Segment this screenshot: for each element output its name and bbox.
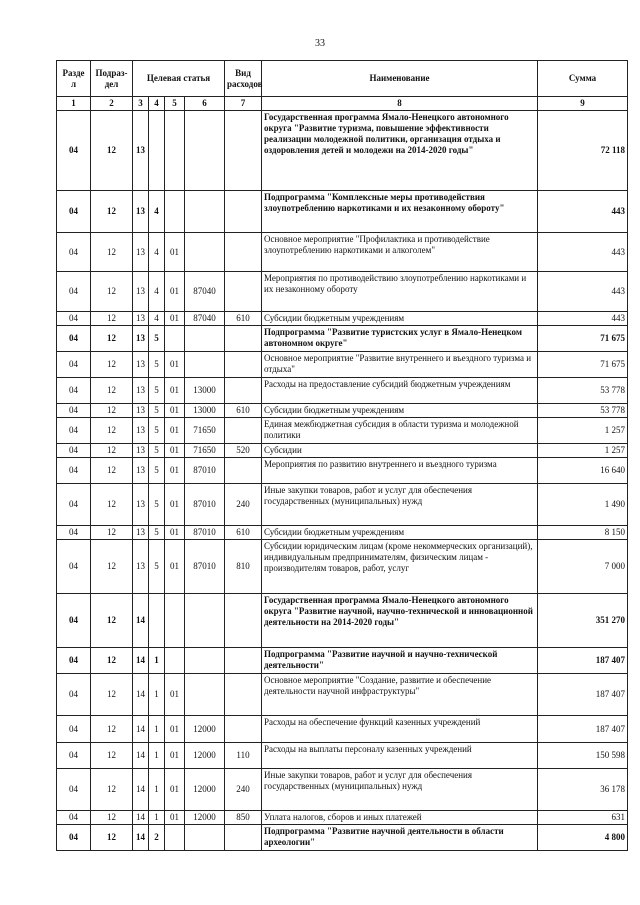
razdel-cell: 04 (57, 444, 91, 458)
event-cell: 01 (165, 418, 185, 444)
podrazdel-cell: 12 (91, 526, 133, 540)
column-number: 2 (91, 97, 133, 111)
expense-type-cell (225, 352, 262, 378)
name-cell: Мероприятия по развитию внутреннего и въездного туризма (262, 458, 538, 484)
program-cell: 14 (133, 716, 149, 743)
razdel-cell: 04 (57, 191, 91, 233)
podrazdel-cell: 12 (91, 594, 133, 648)
program-cell: 13 (133, 484, 149, 526)
razdel-cell: 04 (57, 404, 91, 418)
amount-cell: 8 150 (538, 526, 628, 540)
name-cell: Иные закупки товаров, работ и услуг для обеспечения государственных (муниципальных) нужд (262, 484, 538, 526)
subprogram-cell: 5 (149, 540, 165, 594)
header-celevaya-statya: Целевая статья (133, 61, 225, 97)
header-row (57, 61, 628, 97)
expense-type-cell (225, 716, 262, 743)
event-cell (165, 594, 185, 648)
event-cell: 01 (165, 444, 185, 458)
subprogram-cell: 5 (149, 484, 165, 526)
expense-type-cell: 810 (225, 540, 262, 594)
event-cell: 01 (165, 743, 185, 769)
expense-type-cell (225, 272, 262, 312)
name-cell: Основное мероприятие "Профилактика и противодействие злоупотреблению наркотиками и алкоголем" (262, 233, 538, 272)
program-cell: 14 (133, 743, 149, 769)
table-row (57, 418, 628, 444)
event-cell: 01 (165, 526, 185, 540)
column-number: 7 (225, 97, 262, 111)
subprogram-cell: 1 (149, 743, 165, 769)
subprogram-cell: 4 (149, 312, 165, 326)
amount-cell: 351 270 (538, 594, 628, 648)
direction-cell (185, 111, 225, 191)
name-cell: Подпрограмма "Комплексные меры противодействия злоупотреблению наркотиками и их незаконному обороту" (262, 191, 538, 233)
name-cell: Субсидии бюджетным учреждениям (262, 526, 538, 540)
program-cell: 13 (133, 444, 149, 458)
name-cell: Мероприятия по противодействию злоупотреблению наркотиками и их незаконному обороту (262, 272, 538, 312)
podrazdel-cell: 12 (91, 418, 133, 444)
amount-cell: 443 (538, 312, 628, 326)
razdel-cell: 04 (57, 769, 91, 811)
amount-cell: 1 257 (538, 418, 628, 444)
podrazdel-cell: 12 (91, 825, 133, 851)
direction-cell (185, 674, 225, 716)
event-cell (165, 825, 185, 851)
expense-type-cell: 850 (225, 811, 262, 825)
program-cell: 13 (133, 191, 149, 233)
table-row (57, 594, 628, 648)
name-cell: Государственная программа Ямало-Ненецкого автономного округа "Развитие туризма, повышение эффективности реализации молодежной политики, организация отдыха и оздоровления детей и молодежи на 2014-2020 годы" (262, 111, 538, 191)
direction-cell: 87010 (185, 458, 225, 484)
podrazdel-cell: 12 (91, 716, 133, 743)
name-cell: Расходы на обеспечение функций казенных учреждений (262, 716, 538, 743)
name-cell: Иные закупки товаров, работ и услуг для обеспечения государственных (муниципальных) нужд (262, 769, 538, 811)
event-cell: 01 (165, 540, 185, 594)
podrazdel-cell: 12 (91, 312, 133, 326)
razdel-cell: 04 (57, 743, 91, 769)
name-cell: Субсидии бюджетным учреждениям (262, 404, 538, 418)
razdel-cell: 04 (57, 716, 91, 743)
table-row (57, 352, 628, 378)
direction-cell: 12000 (185, 769, 225, 811)
expense-type-cell (225, 378, 262, 404)
column-number-row (57, 97, 628, 111)
subprogram-cell: 5 (149, 418, 165, 444)
table-row (57, 326, 628, 352)
amount-cell: 187 407 (538, 648, 628, 674)
direction-cell (185, 191, 225, 233)
program-cell: 13 (133, 526, 149, 540)
column-number: 4 (149, 97, 165, 111)
podrazdel-cell: 12 (91, 458, 133, 484)
expense-type-cell: 610 (225, 312, 262, 326)
expense-type-cell: 110 (225, 743, 262, 769)
table-row (57, 811, 628, 825)
razdel-cell: 04 (57, 526, 91, 540)
table-row (57, 674, 628, 716)
razdel-cell: 04 (57, 825, 91, 851)
podrazdel-cell: 12 (91, 233, 133, 272)
direction-cell: 87010 (185, 484, 225, 526)
amount-cell: 1 257 (538, 444, 628, 458)
razdel-cell: 04 (57, 272, 91, 312)
expense-type-cell: 240 (225, 769, 262, 811)
table-row (57, 378, 628, 404)
table-row (57, 404, 628, 418)
razdel-cell: 04 (57, 648, 91, 674)
subprogram-cell: 4 (149, 191, 165, 233)
amount-cell: 631 (538, 811, 628, 825)
program-cell: 14 (133, 769, 149, 811)
subprogram-cell: 5 (149, 458, 165, 484)
podrazdel-cell: 12 (91, 484, 133, 526)
podrazdel-cell: 12 (91, 540, 133, 594)
direction-cell: 87040 (185, 272, 225, 312)
name-cell: Государственная программа Ямало-Ненецкого автономного округа "Развитие научной, научно-технической и инновационной деятельности на 2014-2020 годы" (262, 594, 538, 648)
column-number: 1 (57, 97, 91, 111)
header-podrazdel: Подраз- дел (91, 61, 133, 97)
event-cell: 01 (165, 233, 185, 272)
table-row (57, 191, 628, 233)
program-cell: 14 (133, 594, 149, 648)
table-row (57, 769, 628, 811)
razdel-cell: 04 (57, 540, 91, 594)
subprogram-cell: 4 (149, 272, 165, 312)
razdel-cell: 04 (57, 674, 91, 716)
name-cell: Основное мероприятие "Создание, развитие и обеспечение деятельности научной инфраструктуры" (262, 674, 538, 716)
podrazdel-cell: 12 (91, 444, 133, 458)
subprogram-cell: 5 (149, 352, 165, 378)
razdel-cell: 04 (57, 378, 91, 404)
table-row (57, 272, 628, 312)
program-cell: 13 (133, 540, 149, 594)
event-cell (165, 648, 185, 674)
direction-cell (185, 648, 225, 674)
direction-cell: 87010 (185, 526, 225, 540)
subprogram-cell (149, 111, 165, 191)
direction-cell: 12000 (185, 716, 225, 743)
expense-type-cell: 610 (225, 526, 262, 540)
subprogram-cell: 5 (149, 378, 165, 404)
table-row (57, 312, 628, 326)
podrazdel-cell: 12 (91, 326, 133, 352)
event-cell: 01 (165, 716, 185, 743)
podrazdel-cell: 12 (91, 648, 133, 674)
expense-type-cell (225, 111, 262, 191)
podrazdel-cell: 12 (91, 404, 133, 418)
amount-cell: 443 (538, 191, 628, 233)
podrazdel-cell: 12 (91, 111, 133, 191)
direction-cell (185, 352, 225, 378)
direction-cell: 87040 (185, 312, 225, 326)
subprogram-cell: 1 (149, 716, 165, 743)
amount-cell: 71 675 (538, 326, 628, 352)
direction-cell: 12000 (185, 811, 225, 825)
amount-cell: 1 490 (538, 484, 628, 526)
name-cell: Подпрограмма "Развитие туристских услуг в Ямало-Ненецком автономном округе" (262, 326, 538, 352)
razdel-cell: 04 (57, 312, 91, 326)
program-cell: 13 (133, 272, 149, 312)
direction-cell: 87010 (185, 540, 225, 594)
budget-table (56, 60, 628, 851)
column-number: 9 (538, 97, 628, 111)
program-cell: 13 (133, 312, 149, 326)
header-razdel: Разде л (57, 61, 91, 97)
amount-cell: 7 000 (538, 540, 628, 594)
column-number: 8 (262, 97, 538, 111)
name-cell: Основное мероприятие "Развитие внутреннего и въездного туризма и отдыха" (262, 352, 538, 378)
podrazdel-cell: 12 (91, 811, 133, 825)
amount-cell: 4 800 (538, 825, 628, 851)
razdel-cell: 04 (57, 326, 91, 352)
expense-type-cell (225, 648, 262, 674)
table-body (57, 111, 628, 851)
amount-cell: 36 178 (538, 769, 628, 811)
program-cell: 13 (133, 378, 149, 404)
expense-type-cell (225, 594, 262, 648)
event-cell: 01 (165, 769, 185, 811)
event-cell: 01 (165, 484, 185, 526)
event-cell: 01 (165, 378, 185, 404)
direction-cell (185, 825, 225, 851)
name-cell: Расходы на выплаты персоналу казенных учреждений (262, 743, 538, 769)
table-row (57, 233, 628, 272)
event-cell: 01 (165, 272, 185, 312)
expense-type-cell: 240 (225, 484, 262, 526)
expense-type-cell (225, 674, 262, 716)
expense-type-cell: 520 (225, 444, 262, 458)
subprogram-cell: 1 (149, 648, 165, 674)
direction-cell: 71650 (185, 418, 225, 444)
amount-cell: 187 407 (538, 674, 628, 716)
podrazdel-cell: 12 (91, 272, 133, 312)
razdel-cell: 04 (57, 594, 91, 648)
subprogram-cell: 5 (149, 444, 165, 458)
column-number: 6 (185, 97, 225, 111)
event-cell: 01 (165, 352, 185, 378)
expense-type-cell (225, 458, 262, 484)
direction-cell: 12000 (185, 743, 225, 769)
expense-type-cell (225, 191, 262, 233)
podrazdel-cell: 12 (91, 191, 133, 233)
podrazdel-cell: 12 (91, 674, 133, 716)
direction-cell (185, 233, 225, 272)
amount-cell: 443 (538, 272, 628, 312)
razdel-cell: 04 (57, 111, 91, 191)
expense-type-cell (225, 326, 262, 352)
table-row (57, 825, 628, 851)
razdel-cell: 04 (57, 352, 91, 378)
header-naimenovanie: Наименование (262, 61, 538, 97)
program-cell: 14 (133, 811, 149, 825)
expense-type-cell: 610 (225, 404, 262, 418)
name-cell: Расходы на предоставление субсидий бюджетным учреждениям (262, 378, 538, 404)
program-cell: 14 (133, 825, 149, 851)
podrazdel-cell: 12 (91, 378, 133, 404)
expense-type-cell (225, 825, 262, 851)
subprogram-cell: 1 (149, 769, 165, 811)
program-cell: 13 (133, 418, 149, 444)
table-row (57, 743, 628, 769)
program-cell: 13 (133, 352, 149, 378)
expense-type-cell (225, 233, 262, 272)
subprogram-cell (149, 594, 165, 648)
amount-cell: 16 640 (538, 458, 628, 484)
event-cell: 01 (165, 312, 185, 326)
direction-cell (185, 594, 225, 648)
event-cell: 01 (165, 811, 185, 825)
subprogram-cell: 4 (149, 233, 165, 272)
program-cell: 13 (133, 404, 149, 418)
name-cell: Субсидии юридическим лицам (кроме некоммерческих организаций), индивидуальным предпринимателям, физическим лицам - производителям товаров, работ, услуг (262, 540, 538, 594)
amount-cell: 71 675 (538, 352, 628, 378)
name-cell: Субсидии бюджетным учреждениям (262, 312, 538, 326)
event-cell: 01 (165, 458, 185, 484)
program-cell: 14 (133, 674, 149, 716)
program-cell: 13 (133, 233, 149, 272)
name-cell: Подпрограмма "Развитие научной деятельности в области археологии" (262, 825, 538, 851)
table-row (57, 111, 628, 191)
direction-cell: 71650 (185, 444, 225, 458)
podrazdel-cell: 12 (91, 352, 133, 378)
table-row (57, 484, 628, 526)
event-cell (165, 191, 185, 233)
subprogram-cell: 5 (149, 404, 165, 418)
subprogram-cell: 1 (149, 674, 165, 716)
name-cell: Субсидии (262, 444, 538, 458)
table-row (57, 648, 628, 674)
amount-cell: 53 778 (538, 378, 628, 404)
column-number: 5 (165, 97, 185, 111)
subprogram-cell: 2 (149, 825, 165, 851)
direction-cell: 13000 (185, 378, 225, 404)
subprogram-cell: 1 (149, 811, 165, 825)
name-cell: Уплата налогов, сборов и иных платежей (262, 811, 538, 825)
razdel-cell: 04 (57, 418, 91, 444)
header-vid-raskhodov: Вид расходов (225, 61, 262, 97)
subprogram-cell: 5 (149, 326, 165, 352)
amount-cell: 72 118 (538, 111, 628, 191)
name-cell: Подпрограмма "Развитие научной и научно-технической деятельности" (262, 648, 538, 674)
event-cell (165, 111, 185, 191)
program-cell: 13 (133, 458, 149, 484)
table-row (57, 526, 628, 540)
razdel-cell: 04 (57, 458, 91, 484)
page-number: 33 (315, 38, 325, 49)
program-cell: 13 (133, 111, 149, 191)
direction-cell (185, 326, 225, 352)
event-cell (165, 326, 185, 352)
amount-cell: 187 407 (538, 716, 628, 743)
name-cell: Единая межбюджетная субсидия в области туризма и молодежной политики (262, 418, 538, 444)
program-cell: 14 (133, 648, 149, 674)
event-cell: 01 (165, 404, 185, 418)
podrazdel-cell: 12 (91, 769, 133, 811)
table-row (57, 444, 628, 458)
event-cell: 01 (165, 674, 185, 716)
amount-cell: 443 (538, 233, 628, 272)
razdel-cell: 04 (57, 233, 91, 272)
razdel-cell: 04 (57, 811, 91, 825)
podrazdel-cell: 12 (91, 743, 133, 769)
header-summa: Сумма (538, 61, 628, 97)
table-row (57, 540, 628, 594)
column-number: 3 (133, 97, 149, 111)
table-row (57, 716, 628, 743)
amount-cell: 150 598 (538, 743, 628, 769)
expense-type-cell (225, 418, 262, 444)
razdel-cell: 04 (57, 484, 91, 526)
subprogram-cell: 5 (149, 526, 165, 540)
program-cell: 13 (133, 326, 149, 352)
table-row (57, 458, 628, 484)
amount-cell: 53 778 (538, 404, 628, 418)
direction-cell: 13000 (185, 404, 225, 418)
